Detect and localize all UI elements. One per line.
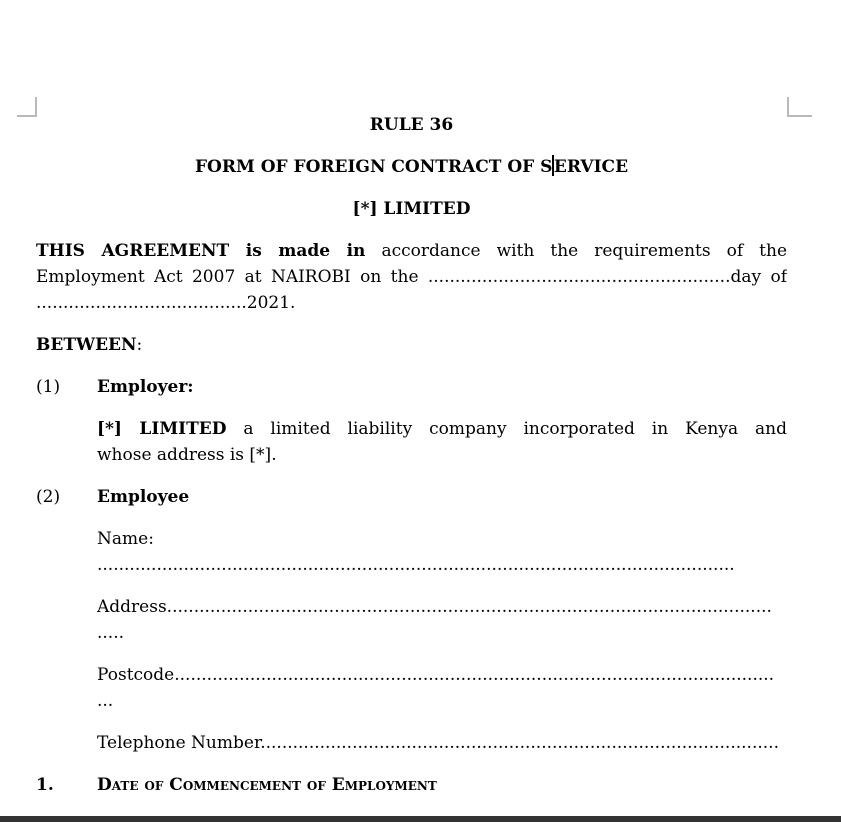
employer-body <box>97 416 787 468</box>
section-1-number: 1. <box>36 775 54 795</box>
employee-telephone-dotted-line: Telephone Number................................................................................................ <box>97 733 779 753</box>
employee-name-field <box>97 526 787 578</box>
employee-name-dotted-line: ...................................................................................................................... <box>97 555 735 575</box>
margin-mark-top-left <box>17 97 37 117</box>
employee-name-row <box>36 526 787 578</box>
employer-body-line-1 <box>97 416 787 442</box>
margin-mark-top-right <box>787 97 812 117</box>
company-title: [*] LIMITED <box>352 199 471 219</box>
employee-label: Employee <box>97 487 190 507</box>
employee-name-label: Name: <box>97 529 154 549</box>
employer-heading-row <box>36 374 787 400</box>
intro-line2-start: Employment Act 2007 at NAIROBI on the <box>36 267 419 287</box>
employee-address-dots-overflow: ..... <box>97 623 125 643</box>
between-colon: : <box>136 335 143 355</box>
employer-body-line1-rest: a limited liability company incorporated in Kenya and <box>243 419 787 439</box>
intro-line-2 <box>36 264 787 290</box>
intro-line2-dots: ........................................................day of <box>427 267 787 287</box>
rule-title: RULE 36 <box>369 115 454 135</box>
employee-postcode-indent <box>36 662 97 714</box>
employee-postcode-row <box>36 662 787 714</box>
between-label <box>36 332 787 358</box>
intro-paragraph <box>36 238 787 316</box>
employee-heading-row <box>36 484 787 510</box>
intro-line1-bold: THIS AGREEMENT is made in <box>36 241 366 261</box>
employee-name-indent <box>36 526 97 578</box>
between-word: BETWEEN <box>36 335 137 355</box>
employer-body-line-2: whose address is [*]. <box>97 445 277 465</box>
employer-label: Employer: <box>97 377 194 397</box>
intro-line1-rest: accordance with the requirements of the <box>381 241 787 261</box>
employee-postcode-dotted-line: Postcode............................................................................................................... <box>97 665 775 685</box>
intro-line-3: .......................................2021. <box>36 293 296 313</box>
employee-telephone-indent <box>36 730 97 756</box>
employer-body-bold: [*] LIMITED <box>97 419 227 439</box>
employee-address-row <box>36 594 787 646</box>
employee-address-indent <box>36 594 97 646</box>
form-title <box>36 154 787 180</box>
employee-postcode-field <box>97 662 787 714</box>
document-text-area[interactable] <box>36 112 787 814</box>
taskbar-edge <box>0 816 841 822</box>
form-title-after-cursor: ERVICE <box>553 157 629 177</box>
employer-number: (1) <box>36 377 61 397</box>
employer-body-row <box>36 416 787 468</box>
employee-number: (2) <box>36 487 61 507</box>
form-title-before-cursor: FORM OF FOREIGN CONTRACT OF S <box>194 157 553 177</box>
employee-address-field <box>97 594 787 646</box>
section-1-heading: Date of Commencement of Employment <box>97 775 437 795</box>
intro-line-1 <box>36 238 787 264</box>
employee-postcode-dots-overflow: ... <box>97 691 114 711</box>
employee-telephone-row <box>36 730 787 756</box>
employer-body-indent <box>36 416 97 468</box>
section-1-heading-row <box>36 772 787 798</box>
employee-address-dotted-line: Address................................................................................................................ <box>97 597 772 617</box>
